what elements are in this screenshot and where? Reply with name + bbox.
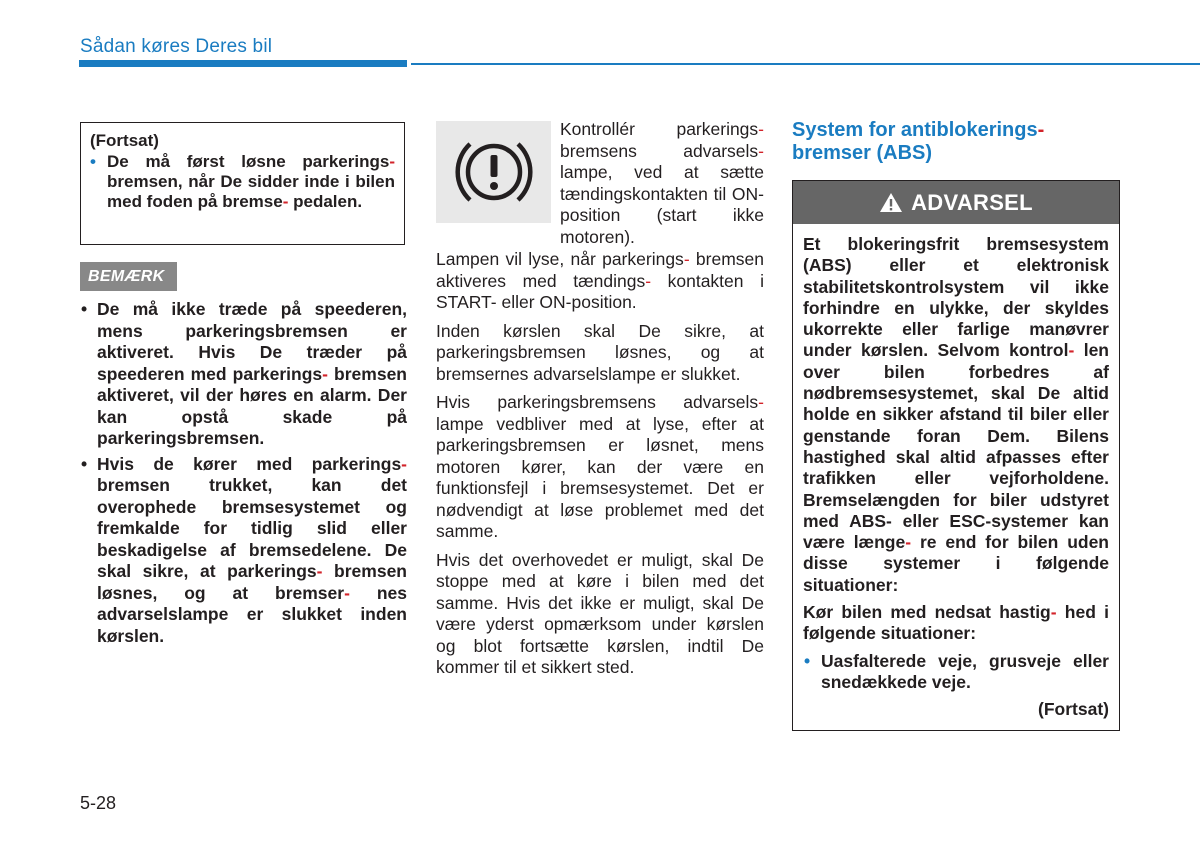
note-item: • Hvis de kører med parkerings- bremsen trukket, kan det overophede bremsesystemet og fremkalde for tidlig slid eller beskadigelse af bremsedelene. De skal sikre, at parkerings- bremsen løsnes, og at bremser- nes advarselslampe er slukket inden kørslen. — [80, 454, 407, 648]
warning-lamp-box — [436, 121, 551, 223]
page-number: 5-28 — [80, 793, 117, 813]
paragraph: Hvis det overhovedet er muligt, skal De stoppe med at køre i bilen med det samme. Hvis det ikke er muligt, skal De være yderst opmærksom under kørslen og blot fortsætte kørslen, indtil De kommer til et sikkert sted. — [436, 549, 764, 677]
warning-continued: (Fortsat) — [1038, 699, 1109, 720]
note-list — [80, 299, 407, 651]
header-rule-thick — [79, 60, 407, 67]
continued-box-bullet: • De må først løsne parkerings- bremsen, når De sidder inde i bilen med foden på bremse- pedalen. — [90, 152, 395, 212]
section-heading: System for antiblokerings- bremser (ABS) — [792, 119, 1045, 164]
header-rule-thin — [411, 63, 1200, 65]
brake-warning-icon — [450, 132, 538, 212]
note-badge: BEMÆRK — [80, 262, 177, 291]
continued-box-title: (Fortsat) — [90, 131, 159, 150]
continued-box — [80, 122, 405, 245]
paragraph: Hvis parkeringsbremsens advarsels- lampe vedbliver med at lyse, efter at parkeringsbremsen er løsnet, mens motoren kører, kan der være en funktionsfejl i bremsesystemet. Det er nødvendigt at løse problemet med det samme. — [436, 392, 764, 541]
warning-triangle-icon — [879, 192, 903, 213]
warning-body — [793, 224, 1119, 721]
warning-box — [792, 180, 1120, 731]
warning-paragraph: Et blokeringsfrit bremsesystem (ABS) eller et elektronisk stabilitetskontrolsystem vil ikke forhindre en ulykke, der skyldes ukorrekte eller farlige manøvrer under kørslen. Selvom kontrol- len over bilen forbedres af nødbremsesystemet, skal De altid holde en sikker afstand til biler eller genstande foran Dem. Bilens hastighed skal altid afpasses efter trafikken eller vejforholdene. Bremselængden for biler udstyret med ABS- eller ESC-systemer kan være længe- re end for bilen uden disse systemer i følgende situationer: — [803, 234, 1109, 595]
body-text — [436, 249, 764, 686]
running-header: Sådan køres Deres bil — [80, 36, 273, 57]
warning-header — [793, 181, 1119, 224]
paragraph: Inden kørslen skal De sikre, at parkeringsbremsen løsnes, og at bremsernes advarselslampe er slukket. — [436, 320, 764, 384]
warning-heading: ADVARSEL — [911, 190, 1033, 215]
paragraph: Lampen vil lyse, når parkerings- bremsen aktiveres med tændings- kontakten i START- eller ON-position. — [436, 249, 764, 312]
warning-paragraph: Kør bilen med nedsat hastig- hed i følgende situationer: — [803, 602, 1109, 644]
icon-description: Kontrollér parkerings- bremsens advarsels- lampe, ved at sætte tændingskontakten til ON-position (start ikke motoren). — [560, 119, 764, 247]
note-item: • De må ikke træde på speederen, mens parkeringsbremsen er aktiveret. Hvis De træder på speederen med parkerings- bremsen aktiveret, vil der høres en alarm. Der kan opstå skade på parkeringsbremsen. — [80, 299, 407, 450]
warning-bullet: • Uasfalterede veje, grusveje eller snedækkede veje. — [803, 651, 1109, 694]
